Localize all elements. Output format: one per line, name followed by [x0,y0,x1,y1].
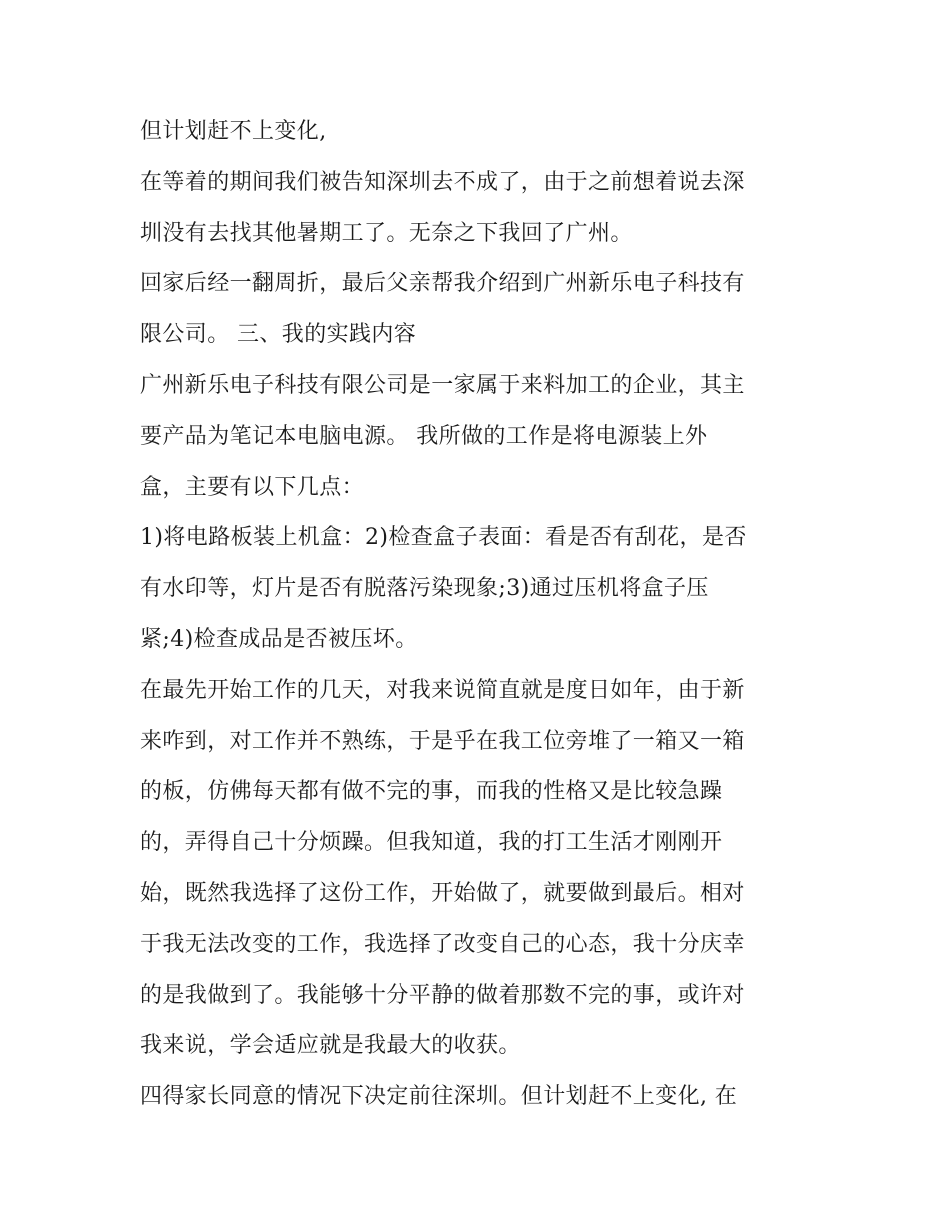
text-line: 我来说，学会适应就是我最大的收获。 [140,1033,521,1059]
text-line: 圳没有去找其他暑期工了。无奈之下我回了广州。 [140,220,633,246]
text-line: 在等着的期间我们被告知深圳去不成了，由于之前想着说去深 [140,169,745,195]
text-line: 四得家长同意的情况下决定前往深圳。但计划赶不上变化, 在 [140,1084,738,1110]
text-line: 在最先开始工作的几天，对我来说简直就是度日如年，由于新 [140,677,745,703]
document-body [140,107,820,1123]
text-line: 始，既然我选择了这份工作，开始做了，就要做到最后。相对 [140,880,745,906]
text-line: 有水印等，灯片是否有脱落污染现象;3)通过压机将盒子压 [140,576,709,602]
text-line: 1)将电路板装上机盒：2)检查盒子表面：看是否有刮花，是否 [140,525,747,551]
text-line: 广州新乐电子科技有限公司是一家属于来料加工的企业，其主 [140,372,745,398]
text-line: 但计划赶不上变化, [140,119,327,144]
text-line: 回家后经一翻周折，最后父亲帮我介绍到广州新乐电子科技有 [140,271,745,297]
text-line: 来咋到，对工作并不熟练，于是乎在我工位旁堆了一箱又一箱 [140,728,745,754]
text-line: 于我无法改变的工作，我选择了改变自己的心态，我十分庆幸 [140,931,745,957]
text-line: 的板，仿佛每天都有做不完的事，而我的性格又是比较急躁 [140,779,723,805]
text-line: 的是我做到了。我能够十分平静的做着那数不完的事，或许对 [140,982,745,1008]
text-line: 限公司。 三、我的实践内容 [140,322,417,348]
text-line: 盒，主要有以下几点： [140,474,365,500]
text-line: 的，弄得自己十分烦躁。但我知道，我的打工生活才刚刚开 [140,830,723,856]
text-line: 紧;4)检查成品是否被压坏。 [140,626,418,652]
text-line: 要产品为笔记本电脑电源。 我所做的工作是将电源装上外 [140,423,708,449]
